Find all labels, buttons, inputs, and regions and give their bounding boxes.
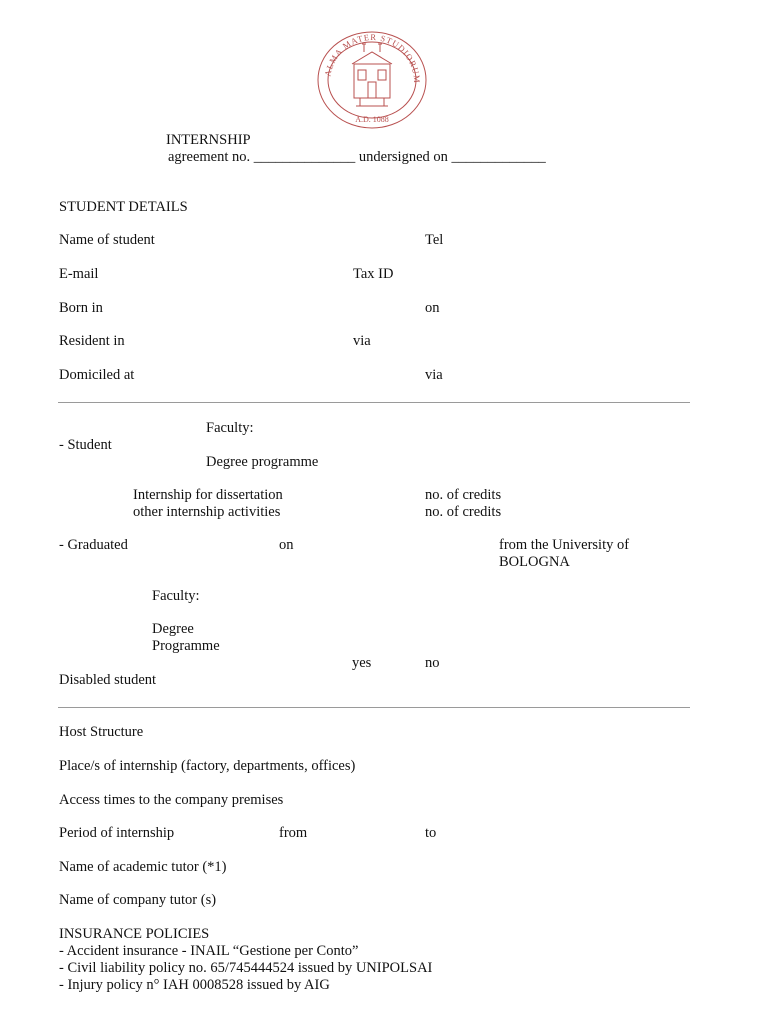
student-status-label: - Student [59,437,112,453]
section-divider [58,402,690,403]
other-activities-label: other internship activities [133,504,281,520]
host-structure-label: Host Structure [59,724,144,740]
email-label: E-mail [59,266,99,282]
graduated-status-label: - Graduated [59,537,128,553]
internship-dissertation-label: Internship for dissertation [133,487,283,503]
from-university-label: from the University of [499,537,630,553]
svg-text:A.D. 1088: A.D. 1088 [355,115,389,124]
graduated-on-label: on [279,537,294,553]
university-seal-logo [316,30,428,130]
born-in-label: Born in [59,300,103,316]
tax-id-label: Tax ID [353,266,394,282]
bologna-label: BOLOGNA [499,554,570,570]
yes-option: yes [352,655,372,671]
student-details-heading: STUDENT DETAILS [59,199,188,215]
degree-label-line1: Degree [152,621,194,637]
faculty-label: Faculty: [206,420,254,436]
born-on-label: on [425,300,440,316]
credits-label-1: no. of credits [425,487,502,503]
resident-via-label: via [353,333,371,349]
tel-label: Tel [425,232,444,248]
access-times-label: Access times to the company premises [59,792,284,808]
company-tutor-label: Name of company tutor (s) [59,892,217,908]
insurance-item: - Injury policy n° IAH 0008528 issued by AIG [59,977,330,993]
period-to-label: to [425,825,437,841]
credits-label-2: no. of credits [425,504,502,520]
insurance-item: - Civil liability policy no. 65/745444524 issued by UNIPOLSAI [59,960,433,976]
no-option: no [425,655,440,671]
resident-in-label: Resident in [59,333,125,349]
degree-label-line2: Programme [152,638,220,654]
disabled-student-label: Disabled student [59,672,157,688]
insurance-item: - Accident insurance - INAIL “Gestione per Conto” [59,943,359,959]
svg-text:ALMA MATER STUDIORUM: ALMA MATER STUDIORUM [322,31,423,84]
academic-tutor-label: Name of academic tutor (*1) [59,859,227,875]
period-label: Period of internship [59,825,175,841]
form-title: INTERNSHIP [166,132,251,148]
agreement-line: agreement no. ______________ undersigned on _____________ [168,149,546,165]
degree-programme-label: Degree programme [206,454,319,470]
domiciled-at-label: Domiciled at [59,367,135,383]
faculty-label-2: Faculty: [152,588,200,604]
name-of-student-label: Name of student [59,232,155,248]
places-label: Place/s of internship (factory, departments, offices) [59,758,356,774]
period-from-label: from [279,825,308,841]
section-divider-2 [58,707,690,708]
insurance-heading: INSURANCE POLICIES [59,926,210,942]
domiciled-via-label: via [425,367,443,383]
